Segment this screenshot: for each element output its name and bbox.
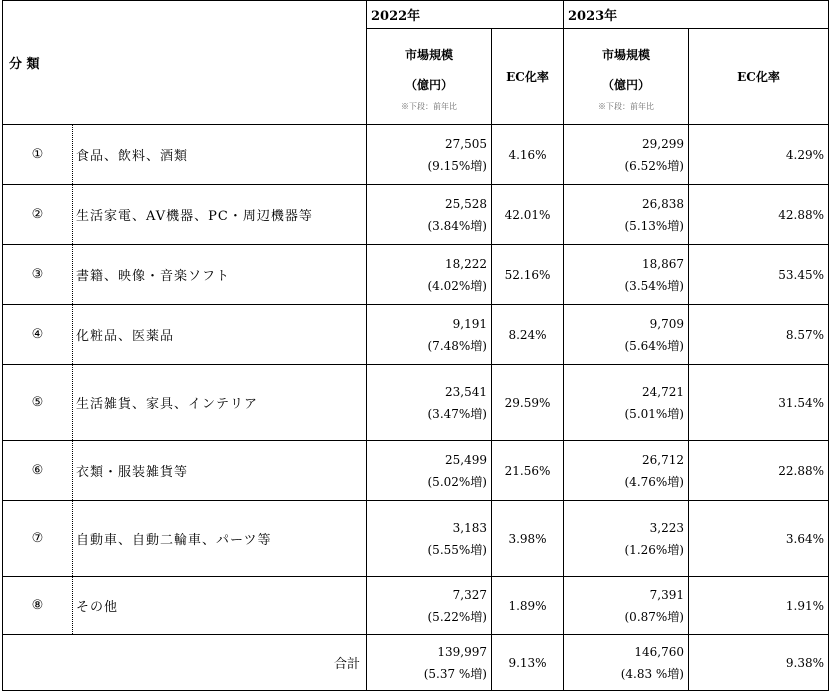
market-size-2023 [564, 365, 689, 441]
category-name: 衣類・服装雑貨等 [73, 441, 367, 501]
ec-rate-2023: 8.57% [689, 305, 829, 365]
ec-rate-2023: 1.91% [689, 577, 829, 635]
table-row [3, 441, 829, 501]
market-value: 25,499 [445, 452, 487, 467]
ec-rate-2023: 42.88% [689, 185, 829, 245]
row-number: ③ [3, 245, 73, 305]
category-name: 食品、飲料、酒類 [73, 125, 367, 185]
market-size-2022 [367, 305, 492, 365]
yoy-change: (5.13%増) [624, 218, 684, 233]
market-size-header-2022 [367, 29, 492, 125]
market-size-2023 [564, 245, 689, 305]
category-name: 書籍、映像・音楽ソフト [73, 245, 367, 305]
row-number: ⑥ [3, 441, 73, 501]
ec-rate-2023: 3.64% [689, 501, 829, 577]
total-ec-rate-2023: 9.38% [689, 635, 829, 691]
market-size-2023 [564, 125, 689, 185]
yoy-change: (4.76%増) [624, 474, 684, 489]
row-number: ① [3, 125, 73, 185]
market-value: 27,505 [445, 136, 487, 151]
market-value: 25,528 [445, 196, 487, 211]
year-2022-header: 2022年 [367, 1, 564, 29]
row-number: ④ [3, 305, 73, 365]
market-size-2023 [564, 185, 689, 245]
yoy-change: (4.83 %増) [620, 666, 684, 681]
market-size-unit: （億円） [601, 77, 650, 92]
market-value: 9,709 [649, 316, 684, 331]
market-value: 146,760 [634, 644, 684, 659]
market-size-2023 [564, 501, 689, 577]
row-number: ② [3, 185, 73, 245]
market-value: 9,191 [452, 316, 487, 331]
market-value: 26,838 [642, 196, 684, 211]
yoy-change: (0.87%増) [624, 609, 684, 624]
total-market-size-2022 [367, 635, 492, 691]
row-number: ⑧ [3, 577, 73, 635]
row-number: ⑤ [3, 365, 73, 441]
ec-rate-header-2022: EC化率 [492, 29, 564, 125]
yoy-change: (5.22%増) [427, 609, 487, 624]
yoy-change: (7.48%増) [427, 338, 487, 353]
ec-rate-2022: 42.01% [492, 185, 564, 245]
market-value: 24,721 [642, 384, 684, 399]
row-number: ⑦ [3, 501, 73, 577]
yoy-change: (3.47%増) [427, 406, 487, 421]
category-name: 生活家電、AV機器、PC・周辺機器等 [73, 185, 367, 245]
market-size-2023 [564, 305, 689, 365]
yoy-change: (5.55%増) [427, 542, 487, 557]
market-size-header-2023 [564, 29, 689, 125]
market-size-unit: （億円） [404, 77, 453, 92]
total-ec-rate-2022: 9.13% [492, 635, 564, 691]
market-value: 18,222 [445, 256, 487, 271]
market-size-2022 [367, 365, 492, 441]
market-value: 3,183 [452, 520, 487, 535]
table-row [3, 305, 829, 365]
yoy-change: (1.26%増) [624, 542, 684, 557]
market-value: 7,391 [649, 587, 684, 602]
ec-rate-2022: 8.24% [492, 305, 564, 365]
yoy-change: (4.02%増) [427, 278, 487, 293]
table-row [3, 245, 829, 305]
yoy-change: (5.64%増) [624, 338, 684, 353]
category-header: 分 類 [3, 1, 367, 125]
table-row [3, 365, 829, 441]
ec-rate-2022: 3.98% [492, 501, 564, 577]
market-size-2022 [367, 577, 492, 635]
market-size-label: 市場規模 [404, 47, 453, 62]
category-name: 自動車、自動二輪車、パーツ等 [73, 501, 367, 577]
total-row [3, 635, 829, 691]
year-2023-header: 2023年 [564, 1, 829, 29]
market-size-label: 市場規模 [601, 47, 650, 62]
market-size-2023 [564, 441, 689, 501]
market-size-note: ※下段：前年比 [401, 101, 457, 111]
yoy-change: (5.02%増) [427, 474, 487, 489]
yoy-change: (5.01%増) [624, 406, 684, 421]
market-value: 7,327 [452, 587, 487, 602]
table-row [3, 125, 829, 185]
ec-rate-2022: 1.89% [492, 577, 564, 635]
market-size-2022 [367, 501, 492, 577]
market-value: 139,997 [437, 644, 487, 659]
ec-rate-2022: 29.59% [492, 365, 564, 441]
yoy-change: (6.52%増) [624, 158, 684, 173]
table-row [3, 577, 829, 635]
market-value: 23,541 [445, 384, 487, 399]
market-size-note: ※下段：前年比 [598, 101, 654, 111]
category-name: その他 [73, 577, 367, 635]
ec-market-table-container [2, 0, 828, 691]
table-row [3, 185, 829, 245]
ec-rate-2023: 31.54% [689, 365, 829, 441]
yoy-change: (3.54%増) [624, 278, 684, 293]
ec-rate-header-2023: EC化率 [689, 29, 829, 125]
market-value: 18,867 [642, 256, 684, 271]
market-value: 3,223 [649, 520, 684, 535]
category-name: 生活雑貨、家具、インテリア [73, 365, 367, 441]
total-market-size-2023 [564, 635, 689, 691]
ec-rate-2022: 52.16% [492, 245, 564, 305]
ec-rate-2023: 4.29% [689, 125, 829, 185]
ec-rate-2022: 21.56% [492, 441, 564, 501]
market-size-2022 [367, 185, 492, 245]
yoy-change: (3.84%増) [427, 218, 487, 233]
yoy-change: (9.15%増) [427, 158, 487, 173]
ec-market-table [2, 0, 829, 691]
yoy-change: (5.37 %増) [423, 666, 487, 681]
ec-rate-2023: 22.88% [689, 441, 829, 501]
total-label: 合計 [3, 635, 367, 691]
market-size-2023 [564, 577, 689, 635]
market-size-2022 [367, 245, 492, 305]
table-row [3, 501, 829, 577]
market-size-2022 [367, 441, 492, 501]
category-name: 化粧品、医薬品 [73, 305, 367, 365]
market-value: 29,299 [642, 136, 684, 151]
market-value: 26,712 [642, 452, 684, 467]
market-size-2022 [367, 125, 492, 185]
ec-rate-2022: 4.16% [492, 125, 564, 185]
ec-rate-2023: 53.45% [689, 245, 829, 305]
